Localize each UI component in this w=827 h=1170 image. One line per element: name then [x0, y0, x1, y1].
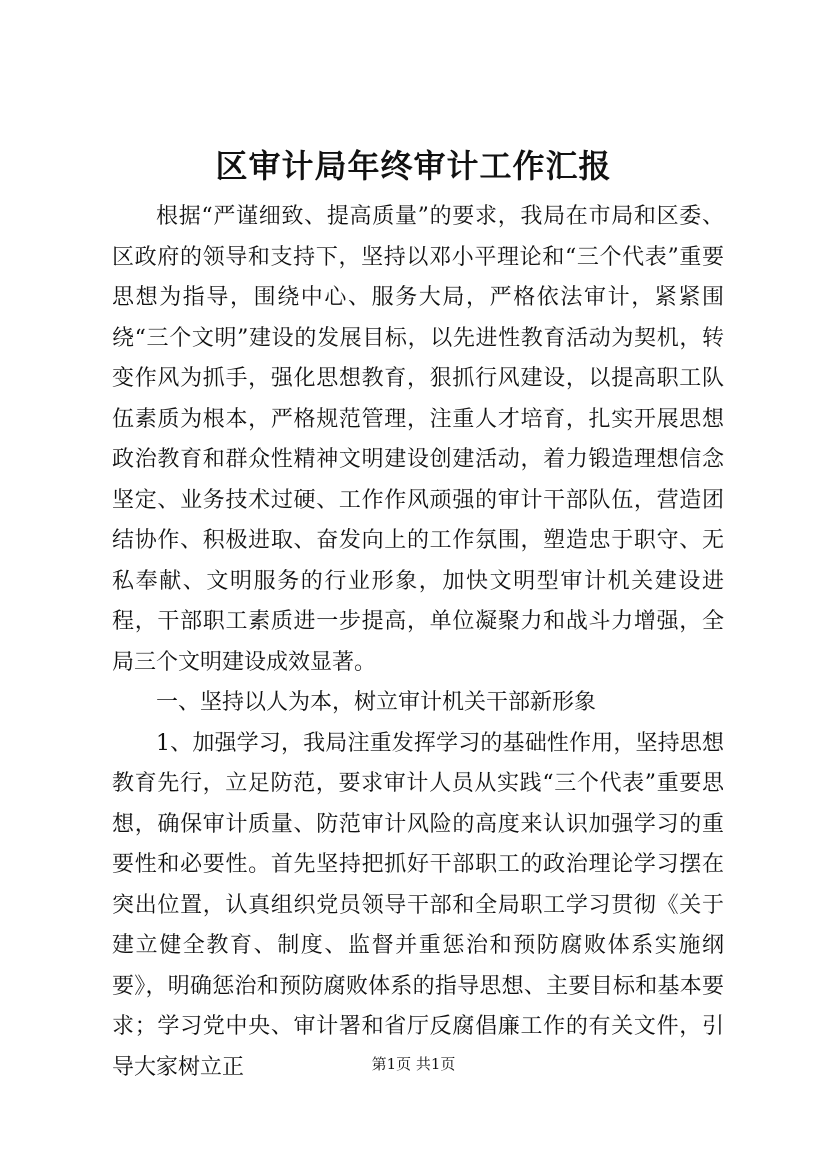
paragraph-intro: 根据“严谨细致、提高质量”的要求，我局在市局和区委、区政府的领导和支持下，坚持以邓小平理论和“三个代表”重要思想为指导，围绕中心、服务大局，严格依法审计，紧紧围绕“三个文明”建设的发展目标，以先进性教育活动为契机，转变作风为抓手，强化思想教育，狠抓行风建设，以提高职工队伍素质为根本，严格规范管理，注重人才培育，扎实开展思想政治教育和群众性精神文明建设创建活动，着力锻造理想信念坚定、业务技术过硬、工作作风顽强的审计干部队伍，营造团结协作、积极进取、奋发向上的工作氛围，塑造忠于职守、无私奉献、文明服务的行业形象，加快文明型审计机关建设进程，干部职工素质进一步提高，单位凝聚力和战斗力增强，全局三个文明建设成效显著。 — [112, 204, 724, 675]
document-body — [112, 197, 724, 1088]
page-footer: 第1页 共1页 — [371, 1055, 456, 1073]
section-heading: 一、坚持以人为本，树立审计机关干部新形象 — [156, 690, 597, 715]
document-title: 区审计局年终审计工作汇报 — [215, 147, 612, 185]
paragraph-study: 1、加强学习，我局注重发挥学习的基础性作用，坚持思想教育先行，立足防范，要求审计人员从实践“三个代表”重要思想，确保审计质量、防范审计风险的高度来认识加强学习的重要性和必要性。首先坚持把抓好干部职工的政治理论学习摆在突出位置，认真组织党员领导干部和全局职工学习贯彻《关于建立健全教育、制度、监督并重惩治和预防腐败体系实施纲要》，明确惩治和预防腐败体系的指导思想、主要目标和基本要求；学习党中央、审计署和省厅反腐倡廉工作的有关文件，引导大家树立正 — [112, 730, 724, 1080]
